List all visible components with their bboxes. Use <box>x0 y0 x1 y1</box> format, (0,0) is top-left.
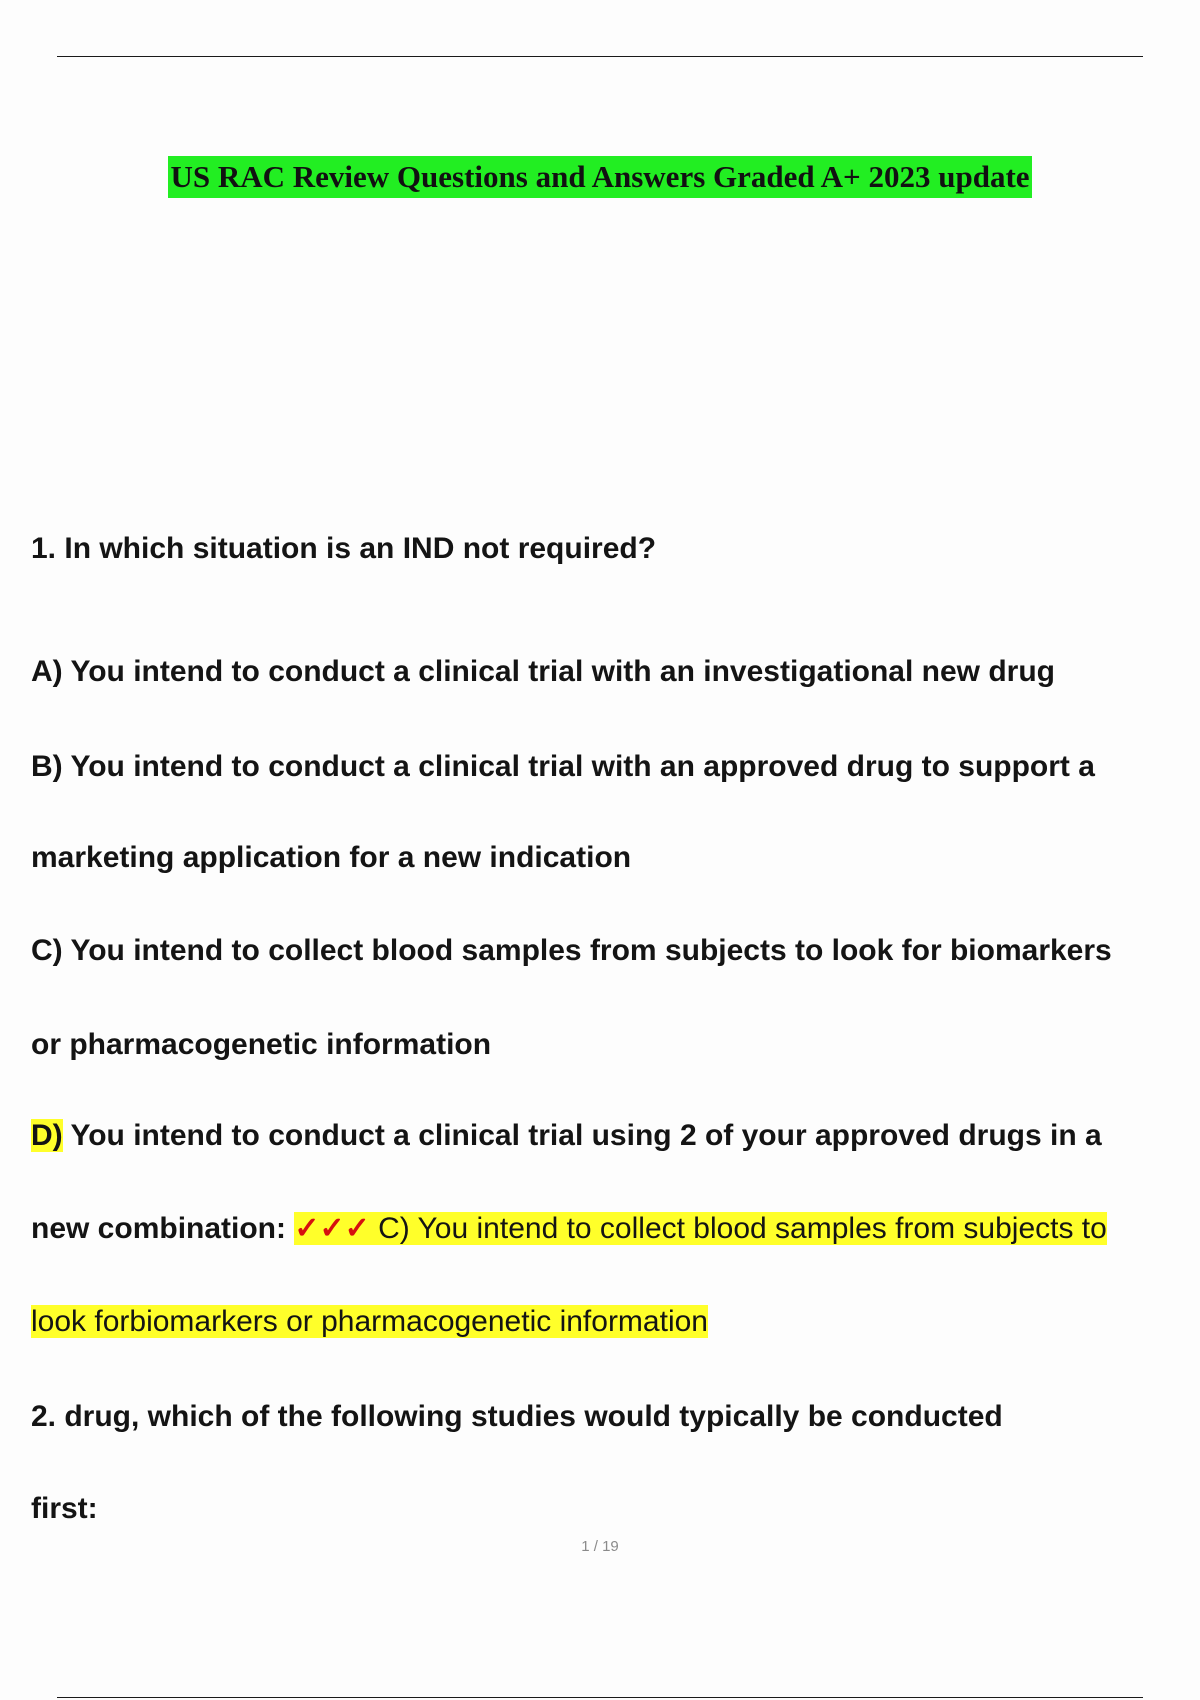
title-container <box>0 156 1200 198</box>
checkmark-icon: ✓✓✓ <box>294 1212 370 1245</box>
bottom-divider <box>57 1697 1143 1698</box>
answer-text-line2: look forbiomarkers or pharmacogenetic information <box>31 1305 708 1338</box>
question-2-prompt-line2: first: <box>31 1492 98 1525</box>
question-1-option-d-line2 <box>31 1209 1107 1249</box>
option-d-continuation: new combination: <box>31 1212 286 1245</box>
question-1-option-a: A) You intend to conduct a clinical trial with an investigational new drug <box>31 655 1055 688</box>
question-1-option-c-line1: C) You intend to collect blood samples from subjects to look for biomarkers <box>31 934 1112 967</box>
option-d-letter: D) <box>31 1119 63 1152</box>
option-d-text: You intend to conduct a clinical trial using 2 of your approved drugs in a <box>62 1119 1102 1152</box>
answer-highlight <box>294 1212 1107 1245</box>
question-1-answer-line2 <box>31 1302 708 1342</box>
question-1-option-b-line2: marketing application for a new indication <box>31 841 632 874</box>
question-1-prompt: 1. In which situation is an IND not required? <box>31 532 657 565</box>
question-1-option-c-line2: or pharmacogenetic information <box>31 1028 492 1061</box>
top-divider <box>57 56 1143 57</box>
page-indicator: 1 / 19 <box>581 1538 619 1555</box>
document-title: US RAC Review Questions and Answers Graded A+ 2023 update <box>168 156 1031 198</box>
question-2-prompt-line1: 2. drug, which of the following studies would typically be conducted <box>31 1400 1003 1433</box>
answer-text-line1: C) You intend to collect blood samples from subjects to <box>369 1212 1107 1245</box>
question-1-option-b-line1: B) You intend to conduct a clinical trial with an approved drug to support a <box>31 750 1095 783</box>
question-1-option-d-line1 <box>31 1116 1102 1156</box>
